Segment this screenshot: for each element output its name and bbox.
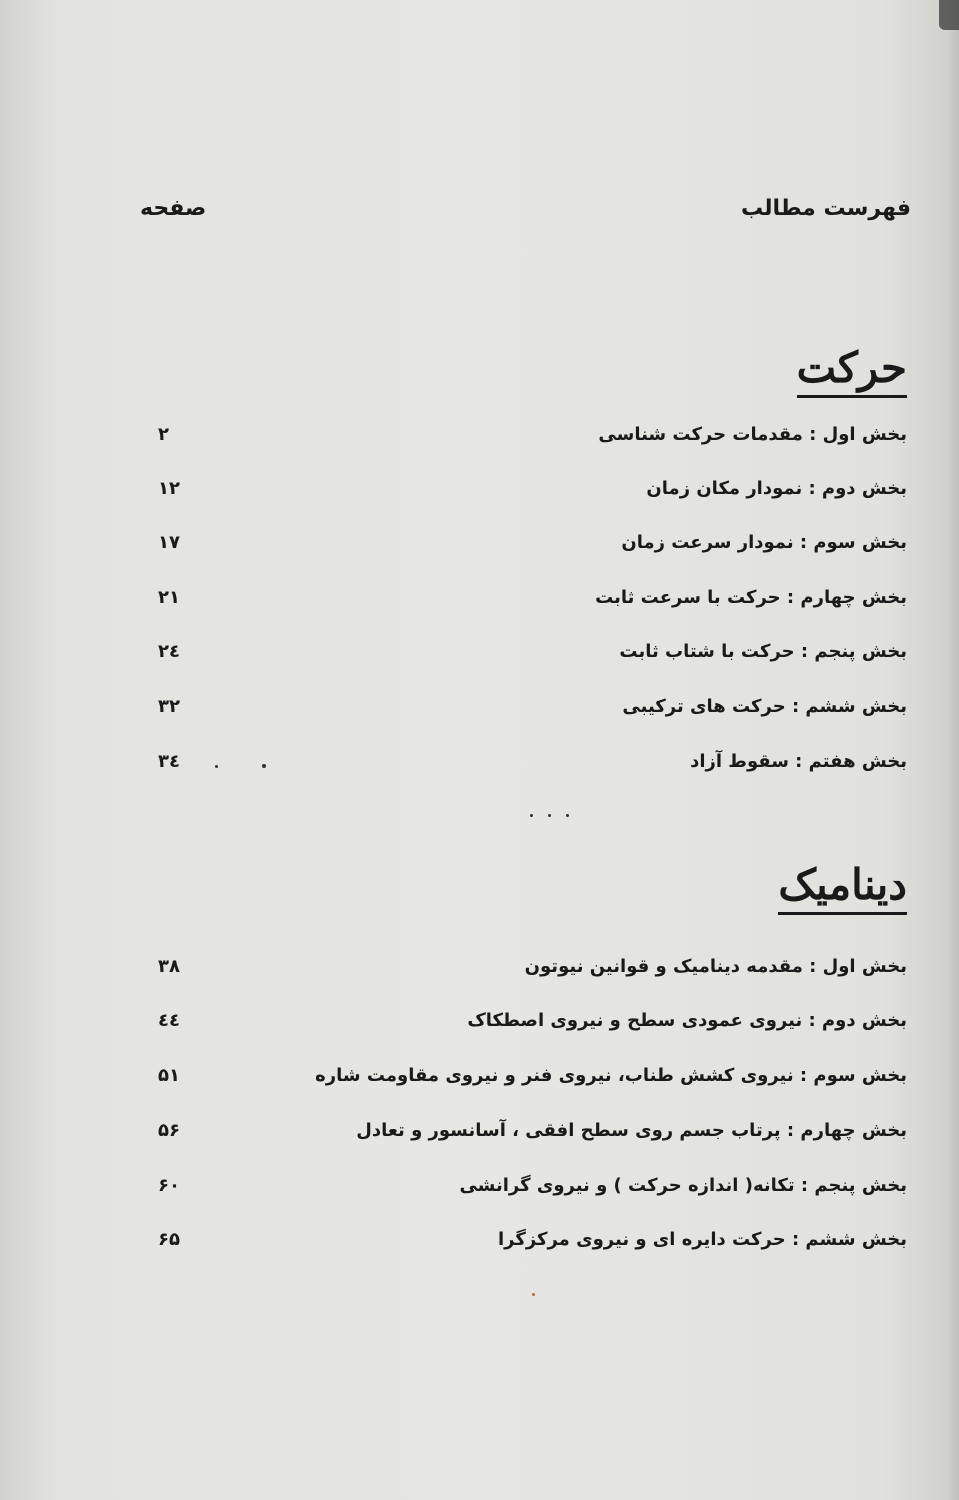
toc-entry	[140, 1175, 907, 1209]
toc-entry-page: ۲	[158, 424, 169, 445]
toc-entry-title: بخش دوم : نمودار مکان زمان	[646, 478, 907, 499]
section-heading-motion: حرکت	[797, 345, 907, 398]
toc-entry-page: ۲۱	[158, 587, 180, 608]
print-speck	[532, 1293, 535, 1296]
toc-entry	[140, 696, 907, 730]
print-speck	[548, 814, 551, 817]
toc-entry-page: ۶۵	[158, 1229, 180, 1250]
toc-entry-title: بخش ششم : حرکت های ترکیبی	[622, 696, 907, 717]
corner-mark	[939, 0, 959, 30]
toc-entry-title: بخش هفتم : سقوط آزاد	[690, 751, 907, 772]
toc-entry-title: بخش پنجم : تکانه( اندازه حرکت ) و نیروی گرانشی	[459, 1175, 907, 1196]
print-speck	[262, 764, 266, 768]
print-speck	[215, 765, 218, 768]
toc-entry-page: ۵۱	[158, 1065, 180, 1086]
toc-title: فهرست مطالب	[740, 196, 911, 221]
toc-entry-page: ۳٤	[158, 751, 180, 772]
toc-header	[140, 196, 911, 236]
print-speck	[566, 814, 569, 817]
toc-entry-title: بخش اول : مقدمه دینامیک و قوانین نیوتون	[524, 956, 907, 977]
toc-entry-page: ۲٤	[158, 641, 180, 662]
toc-entry	[140, 478, 907, 512]
page-edge-shadow	[947, 0, 959, 1500]
toc-entry-page: ٤٤	[158, 1010, 180, 1031]
toc-entry-title: بخش چهارم : پرتاب جسم روی سطح افقی ، آسانسور و تعادل	[356, 1120, 907, 1141]
toc-entry	[140, 1229, 907, 1263]
toc-entry	[140, 532, 907, 566]
toc-entry-title: بخش چهارم : حرکت با سرعت ثابت	[595, 587, 907, 608]
toc-entry-page: ۳۸	[158, 956, 180, 977]
toc-entry-title: بخش پنجم : حرکت با شتاب ثابت	[619, 641, 907, 662]
toc-entry-page: ۱۷	[158, 532, 180, 553]
toc-entry	[140, 1010, 907, 1044]
print-speck	[530, 814, 533, 817]
toc-entry	[140, 751, 907, 785]
toc-entry	[140, 587, 907, 621]
toc-entry-page: ۱۲	[158, 478, 180, 499]
toc-entry-page: ۵۶	[158, 1120, 180, 1141]
toc-entry-title: بخش سوم : نیروی کشش طناب، نیروی فنر و نیروی مقاومت شاره	[315, 1065, 907, 1086]
toc-entry	[140, 641, 907, 675]
toc-entry-title: بخش دوم : نیروی عمودی سطح و نیروی اصطکاک	[467, 1010, 907, 1031]
toc-entry	[140, 424, 907, 458]
toc-entry	[140, 1065, 907, 1099]
toc-entry-title: بخش سوم : نمودار سرعت زمان	[621, 532, 907, 553]
toc-entry-page: ۶۰	[158, 1175, 180, 1196]
toc-entry	[140, 956, 907, 990]
toc-entry-title: بخش اول : مقدمات حرکت شناسی	[598, 424, 907, 445]
section-heading-dynamics: دینامیک	[778, 862, 907, 915]
page-column-label: صفحه	[140, 196, 207, 221]
toc-entry-title: بخش ششم : حرکت دایره ای و نیروی مرکزگرا	[497, 1229, 907, 1250]
toc-entry	[140, 1120, 907, 1154]
toc-entry-page: ۳۲	[158, 696, 180, 717]
